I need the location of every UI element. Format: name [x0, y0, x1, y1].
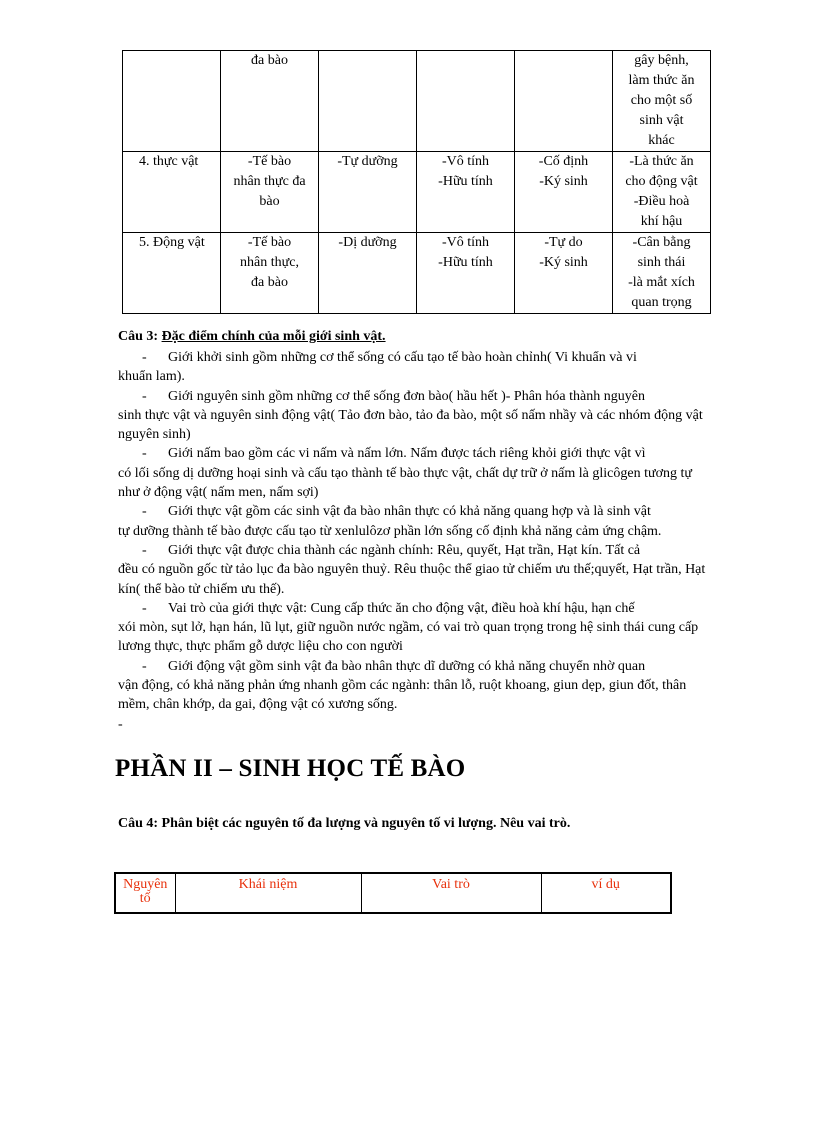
bullet-marker: -: [142, 504, 147, 520]
list-item-first-line: Giới khởi sinh gồm những cơ thể sống có cấu tạo tế bào hoàn chỉnh( Vi khuẩn và vi: [168, 350, 637, 365]
list-item-continuation: khuẩn lam).: [118, 369, 185, 385]
bullet-marker: -: [142, 658, 147, 674]
table-cell: -Tự dưỡng: [319, 152, 417, 233]
list-item: [118, 599, 710, 657]
table-cell: [123, 51, 221, 152]
list-item-continuation: tự dưỡng thành tế bào được cấu tạo từ xenlulôzơ phần lớn sống cố định khả năng cảm ứng chậm.: [118, 523, 662, 539]
table-header-cell: Nguyên tố: [115, 873, 175, 913]
table-header-cell: Khái niệm: [175, 873, 361, 913]
part-2-heading: PHẦN II – SINH HỌC TẾ BÀO: [115, 755, 466, 782]
element-comparison-table: [114, 872, 672, 914]
question-3-title: Câu 3: Đặc điểm chính của mỗi giới sinh vật.: [118, 329, 386, 344]
list-item: [118, 657, 710, 715]
list-item-first-line: Vai trò của giới thực vật: Cung cấp thức ăn cho động vật, điều hoà khí hậu, hạn chế: [168, 600, 635, 616]
bullet-marker: -: [142, 542, 147, 558]
list-item-continuation: đều có nguồn gốc từ tảo lục đa bào nguyên thuỷ. Rêu thuộc thể giao tử chiếm ưu thế;quyết, Hạt trần, Hạt kín( thể bào tử chiếm ưu thế).: [118, 562, 706, 597]
table-cell: 4. thực vật: [123, 152, 221, 233]
table-cell: [515, 51, 613, 152]
list-item-continuation: sinh thực vật và nguyên sinh động vật( Tảo đơn bào, tảo đa bào, một số nấm nhầy và các nhóm động vật nguyên sinh): [118, 407, 703, 443]
table-cell: -Là thức ăn cho động vật -Điều hoà khí hậu: [613, 152, 711, 233]
list-item: [118, 348, 710, 387]
list-item-continuation: vận động, có khả năng phản ứng nhanh gồm các ngành: thân lỗ, ruột khoang, giun dẹp, giun đốt, thân mềm, chân khớp, da gai, động vật có xương sống.: [118, 678, 687, 713]
bullet-marker: -: [142, 350, 147, 365]
table-cell: -Cân bằng sinh thái -là mắt xích quan trọng: [613, 233, 711, 314]
table-cell: -Cố định -Ký sinh: [515, 152, 613, 233]
list-item: [118, 444, 710, 502]
bullet-marker: -: [118, 716, 123, 732]
table-header-row: [115, 873, 671, 913]
table-cell: -Tế bào nhân thực đa bào: [221, 152, 319, 233]
question-3-text: Đặc điểm chính của mỗi giới sinh vật.: [161, 329, 386, 344]
list-item-continuation: xói mòn, sụt lở, hạn hán, lũ lụt, giữ nguồn nước ngầm, có vai trò quan trọng trong hệ sinh thái cung cấp lương thực, thực phẩm gỗ dược liệu cho con người: [118, 620, 699, 655]
list-item-continuation: có lối sống dị dưỡng hoại sinh và cấu tạo thành tế bào thực vật, chất dự trữ ở nấm là glicôgen tương tự như ở động vật( nấm men, nấm sợi): [118, 465, 692, 501]
table-row: [123, 51, 711, 152]
table-header-cell: Vai trò: [361, 873, 541, 913]
list-item-first-line: Giới động vật gồm sinh vật đa bào nhân thực dĩ dưỡng có khả năng chuyển nhờ quan: [168, 658, 646, 674]
list-item-first-line: Giới nguyên sinh gồm những cơ thể sống đơn bào( hầu hết )- Phân hóa thành nguyên: [168, 388, 645, 404]
table-cell: đa bào: [221, 51, 319, 152]
table-cell: -Vô tính -Hữu tính: [417, 233, 515, 314]
bullet-marker: -: [142, 600, 147, 616]
bullet-marker: -: [142, 446, 147, 462]
table-row: [123, 152, 711, 233]
list-item-first-line: Giới nấm bao gồm các vi nấm và nấm lớn. Nấm được tách riêng khỏi giới thực vật vì: [168, 446, 646, 462]
table-cell: -Tế bào nhân thực, đa bào: [221, 233, 319, 314]
table-cell: [417, 51, 515, 152]
list-item-first-line: Giới thực vật gồm các sinh vật đa bào nhân thực có khả năng quang hợp và là sinh vật: [168, 504, 651, 520]
classification-table: [122, 50, 711, 314]
table-row: [123, 233, 711, 314]
list-item-first-line: Giới thực vật được chia thành các ngành chính: Rêu, quyết, Hạt trần, Hạt kín. Tất cả: [168, 542, 641, 558]
kingdom-characteristics-list: [118, 348, 710, 734]
table-cell: -Dị dưỡng: [319, 233, 417, 314]
table-header-cell: ví dụ: [541, 873, 671, 913]
table-cell: gây bệnh, làm thức ăn cho một số sinh vật khác: [613, 51, 711, 152]
table-cell: -Vô tính -Hữu tính: [417, 152, 515, 233]
question-4-title: Câu 4: Phân biệt các nguyên tố đa lượng và nguyên tố vi lượng. Nêu vai trò.: [118, 816, 571, 831]
list-item: [118, 387, 710, 445]
table-cell: -Tự do -Ký sinh: [515, 233, 613, 314]
empty-list-item: [118, 715, 710, 734]
bullet-marker: -: [142, 388, 147, 404]
list-item: [118, 541, 710, 599]
table-cell: [319, 51, 417, 152]
list-item: [118, 502, 710, 541]
table-cell: 5. Động vật: [123, 233, 221, 314]
